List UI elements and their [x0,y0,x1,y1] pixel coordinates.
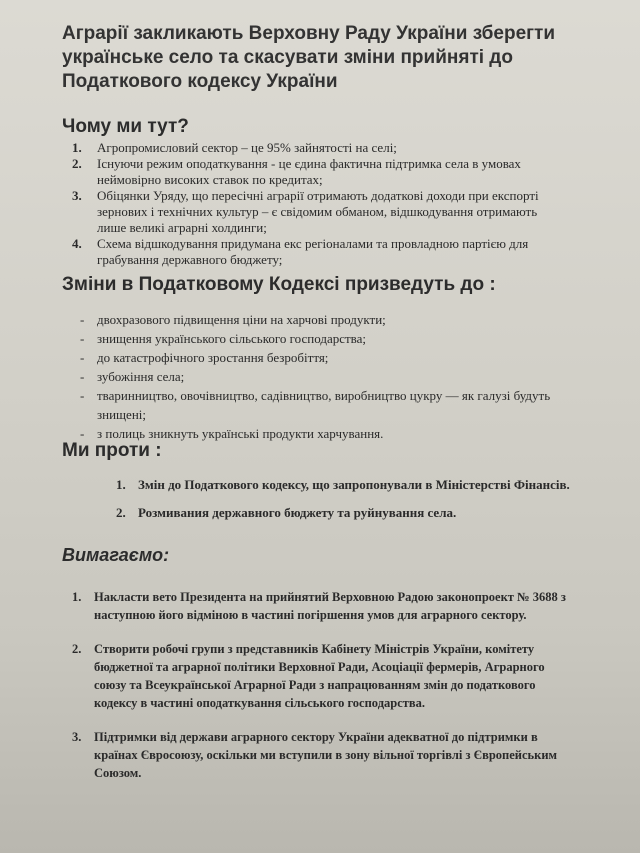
item-text: Агропромисловий сектор – це 95% зайнятості на селі; [97,140,397,155]
list-item [72,640,572,712]
list-item [80,367,560,386]
item-dash: - [80,350,85,365]
section-heading-changes: Зміни в Податковому Кодексі призведуть до : [62,274,496,295]
demand-list [72,588,572,798]
item-number: 2. [72,642,82,656]
item-dash: - [80,312,85,327]
item-text: з полиць зникнуть українські продукти харчування. [97,426,384,441]
item-number: 3. [72,730,82,744]
item-number: 2. [116,505,126,520]
item-text: Змін до Податкового кодексу, що запропонували в Міністерстві Фінансів. [138,477,570,492]
against-list [116,475,576,531]
item-text: до катастрофічного зростання безробіття; [97,350,329,365]
list-item [72,156,562,188]
list-item [80,386,560,424]
item-text: зубожіння села; [97,369,185,384]
section-heading-against: Ми проти : [62,440,162,461]
item-text: двохразового підвищення ціни на харчові продукти; [97,312,386,327]
list-item [80,310,560,329]
item-dash: - [80,331,85,346]
list-item [80,329,560,348]
item-text: Схема відшкодування придумана екс регіоналами та провладною партією для грабування державного бюджету; [97,236,529,267]
item-text: Створити робочі групи з представників Кабінету Міністрів України, комітету бюджетної та аграрної політики Верховної Ради, Асоціації фермерів, Аграрного союзу та Всеукраїнської Аграрної Ради з напрацюванням змін до податкового кодексу в частині оподаткування сільського господарства. [94,642,545,710]
item-text: Існуючи режим оподаткування - це єдина фактична підтримка села в умовах неймовірно високих ставок по кредитах; [97,156,521,187]
changes-list [80,310,560,443]
item-number: 1. [116,477,126,492]
list-item [72,728,572,782]
list-item [72,588,572,624]
item-dash: - [80,369,85,384]
item-dash: - [80,426,85,441]
why-list [72,140,562,268]
item-number: 4. [72,236,82,251]
item-text: Обіцянки Уряду, що пересічні аграрії отримають додаткові доходи при експорті зернових і технічних культур – є свідомим обманом, відшкодування отримають лише великі аграрні холдинги; [97,188,539,235]
list-item [116,475,576,494]
list-item [72,140,562,156]
item-text: Підтримки від держави аграрного сектору України адекватної до підтримки в країнах Євросоюзу, оскільки ми вступили в зону вільної торгівлі з Європейським Союзом. [94,730,558,780]
section-heading-demand: Вимагаємо: [62,545,170,565]
list-item [80,348,560,367]
list-item [72,236,562,268]
item-text: Накласти вето Президента на прийнятий Верховною Радою законопроект № 3688 з наступною його відміною в частині погіршення умов для аграрного сектору. [94,590,566,622]
document-title: Аграрії закликають Верховну Раду України зберегти українське село та скасувати зміни прийняті до Податкового кодексу України [62,23,556,92]
item-number: 1. [72,140,82,155]
item-number: 1. [72,590,82,604]
item-text: знищення українського сільського господарства; [97,331,367,346]
list-item [72,188,562,236]
item-text: тваринництво, овочівництво, садівництво, виробництво цукру — як галузі будуть знищені; [97,388,551,422]
list-item [116,503,576,522]
item-text: Розмивания державного бюджету та руйнування села. [138,505,457,520]
item-number: 3. [72,188,82,203]
section-heading-why: Чому ми тут? [62,116,189,137]
item-dash: - [80,388,85,403]
item-number: 2. [72,156,82,171]
